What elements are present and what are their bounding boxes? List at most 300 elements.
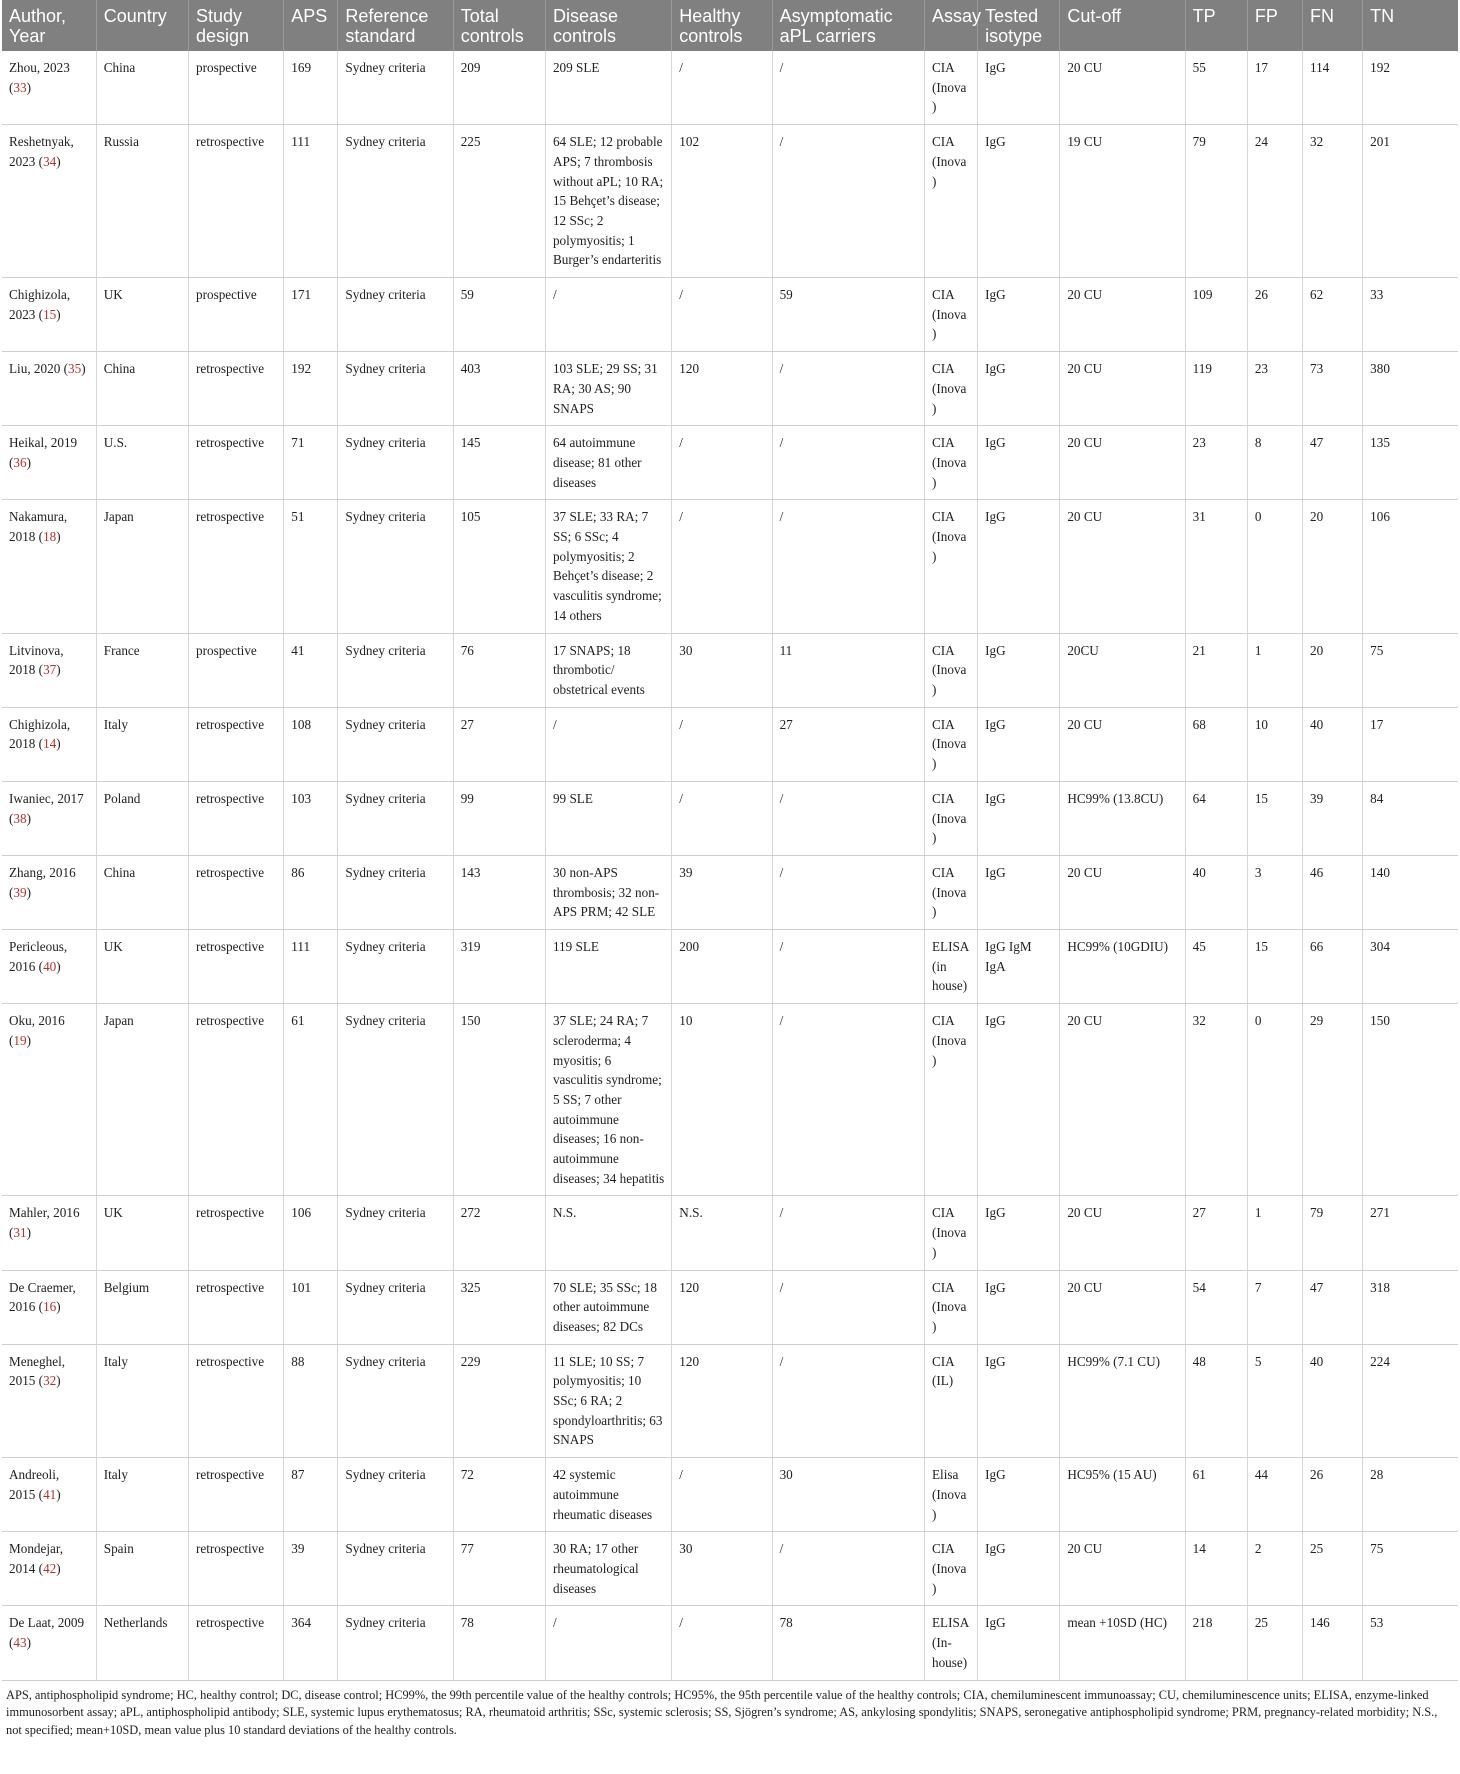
table-row bbox=[2, 1196, 1458, 1270]
author-year-cell: De Craemer, 2016 (16) bbox=[2, 1270, 96, 1344]
reference-link[interactable]: 40 bbox=[43, 958, 57, 974]
fn-cell: 66 bbox=[1302, 930, 1362, 1004]
column-header: Tested isotype bbox=[978, 0, 1060, 51]
isotype-cell: IgG bbox=[978, 1196, 1060, 1270]
total-controls-cell: 77 bbox=[453, 1532, 545, 1606]
column-header: Assay bbox=[924, 0, 977, 51]
cutoff-cell: 20 CU bbox=[1060, 51, 1185, 125]
country-cell: Spain bbox=[96, 1532, 188, 1606]
healthy-controls-cell: 120 bbox=[672, 1344, 772, 1458]
author-year-cell: Litvinova, 2018 (37) bbox=[2, 633, 96, 707]
isotype-cell: IgG bbox=[978, 707, 1060, 781]
country-cell: Netherlands bbox=[96, 1606, 188, 1680]
tn-cell: 28 bbox=[1363, 1458, 1458, 1532]
cutoff-cell: 20 CU bbox=[1060, 500, 1185, 633]
column-header: APS bbox=[284, 0, 338, 51]
table-row bbox=[2, 125, 1458, 278]
study-design-cell: retrospective bbox=[189, 1196, 284, 1270]
reference-link[interactable]: 18 bbox=[43, 529, 57, 545]
aps-count-cell: 39 bbox=[284, 1532, 338, 1606]
publication-year: 2016 bbox=[9, 1299, 36, 1315]
cutoff-cell: HC99% (10GDIU) bbox=[1060, 930, 1185, 1004]
author-year-cell: Pericleous, 2016 (40) bbox=[2, 930, 96, 1004]
table-row bbox=[2, 51, 1458, 125]
aps-count-cell: 88 bbox=[284, 1344, 338, 1458]
publication-year: 2015 bbox=[9, 1486, 36, 1502]
assay-cell: CIA (Inova) bbox=[924, 278, 977, 352]
publication-year: 2018 bbox=[9, 736, 36, 752]
healthy-controls-cell: / bbox=[672, 1458, 772, 1532]
fn-cell: 40 bbox=[1302, 1344, 1362, 1458]
isotype-cell: IgG bbox=[978, 278, 1060, 352]
column-header: Author, Year bbox=[2, 0, 96, 51]
country-cell: Japan bbox=[96, 500, 188, 633]
isotype-cell: IgG bbox=[978, 500, 1060, 633]
study-design-cell: retrospective bbox=[189, 352, 284, 426]
tn-cell: 192 bbox=[1363, 51, 1458, 125]
study-design-cell: prospective bbox=[189, 278, 284, 352]
table-row bbox=[2, 278, 1458, 352]
asymptomatic-carriers-cell: / bbox=[772, 1344, 924, 1458]
publication-year: 2016 bbox=[38, 1013, 65, 1029]
table-row bbox=[2, 1532, 1458, 1606]
reference-standard-cell: Sydney criteria bbox=[338, 51, 453, 125]
assay-cell: CIA (Inova) bbox=[924, 500, 977, 633]
author-name: Andreoli, bbox=[9, 1467, 60, 1483]
reference-link[interactable]: 35 bbox=[68, 361, 82, 377]
country-cell: China bbox=[96, 352, 188, 426]
column-header: Reference standard bbox=[338, 0, 453, 51]
study-design-cell: retrospective bbox=[189, 426, 284, 500]
reference-link[interactable]: 34 bbox=[43, 153, 57, 169]
aps-count-cell: 103 bbox=[284, 781, 338, 855]
country-cell: Italy bbox=[96, 707, 188, 781]
reference-standard-cell: Sydney criteria bbox=[338, 1532, 453, 1606]
aps-count-cell: 192 bbox=[284, 352, 338, 426]
tp-cell: 27 bbox=[1185, 1196, 1247, 1270]
reference-link[interactable]: 32 bbox=[43, 1373, 57, 1389]
reference-standard-cell: Sydney criteria bbox=[338, 1270, 453, 1344]
study-design-cell: retrospective bbox=[189, 707, 284, 781]
total-controls-cell: 76 bbox=[453, 633, 545, 707]
fp-cell: 24 bbox=[1247, 125, 1302, 278]
asymptomatic-carriers-cell: / bbox=[772, 125, 924, 278]
tn-cell: 84 bbox=[1363, 781, 1458, 855]
reference-standard-cell: Sydney criteria bbox=[338, 633, 453, 707]
cutoff-cell: 20 CU bbox=[1060, 707, 1185, 781]
author-year-cell: Nakamura, 2018 (18) bbox=[2, 500, 96, 633]
total-controls-cell: 78 bbox=[453, 1606, 545, 1680]
fn-cell: 20 bbox=[1302, 500, 1362, 633]
aps-count-cell: 61 bbox=[284, 1004, 338, 1196]
author-name: Meneghel, bbox=[9, 1353, 66, 1369]
table-body bbox=[2, 51, 1458, 1680]
fn-cell: 79 bbox=[1302, 1196, 1362, 1270]
disease-controls-cell: / bbox=[545, 1606, 671, 1680]
asymptomatic-carriers-cell: / bbox=[772, 51, 924, 125]
fp-cell: 23 bbox=[1247, 352, 1302, 426]
isotype-cell: IgG bbox=[978, 1344, 1060, 1458]
table-row bbox=[2, 855, 1458, 929]
publication-year: 2009 bbox=[57, 1615, 85, 1631]
healthy-controls-cell: / bbox=[672, 426, 772, 500]
reference-link[interactable]: 33 bbox=[13, 79, 27, 95]
author-year-cell: Zhou, 2023 (33) bbox=[2, 51, 96, 125]
country-cell: Italy bbox=[96, 1458, 188, 1532]
total-controls-cell: 27 bbox=[453, 707, 545, 781]
study-design-cell: retrospective bbox=[189, 855, 284, 929]
study-design-cell: retrospective bbox=[189, 1458, 284, 1532]
assay-cell: CIA (IL) bbox=[924, 1344, 977, 1458]
table-header bbox=[2, 0, 1458, 51]
study-design-cell: retrospective bbox=[189, 781, 284, 855]
reference-link[interactable]: 43 bbox=[13, 1635, 27, 1651]
cutoff-cell: HC99% (13.8CU) bbox=[1060, 781, 1185, 855]
asymptomatic-carriers-cell: 11 bbox=[772, 633, 924, 707]
table-row bbox=[2, 426, 1458, 500]
author-name: De Laat, bbox=[9, 1615, 55, 1631]
author-name: Liu, bbox=[9, 361, 31, 377]
table-row bbox=[2, 1004, 1458, 1196]
tn-cell: 33 bbox=[1363, 278, 1458, 352]
asymptomatic-carriers-cell: / bbox=[772, 1196, 924, 1270]
healthy-controls-cell: / bbox=[672, 1606, 772, 1680]
column-header: Study design bbox=[189, 0, 284, 51]
publication-year: 2023 bbox=[9, 306, 36, 322]
isotype-cell: IgG bbox=[978, 781, 1060, 855]
asymptomatic-carriers-cell: / bbox=[772, 1270, 924, 1344]
isotype-cell: IgG bbox=[978, 352, 1060, 426]
author-year-cell: Mondejar, 2014 (42) bbox=[2, 1532, 96, 1606]
reference-link[interactable]: 19 bbox=[13, 1032, 27, 1048]
tp-cell: 14 bbox=[1185, 1532, 1247, 1606]
healthy-controls-cell: 120 bbox=[672, 1270, 772, 1344]
total-controls-cell: 272 bbox=[453, 1196, 545, 1270]
column-header: Cut-off bbox=[1060, 0, 1185, 51]
study-design-cell: retrospective bbox=[189, 1004, 284, 1196]
isotype-cell: IgG bbox=[978, 51, 1060, 125]
table-row bbox=[2, 352, 1458, 426]
author-name: Nakamura, bbox=[9, 509, 68, 525]
tp-cell: 31 bbox=[1185, 500, 1247, 633]
reference-link[interactable]: 31 bbox=[13, 1225, 27, 1241]
fp-cell: 44 bbox=[1247, 1458, 1302, 1532]
assay-cell: ELISA (in house) bbox=[924, 930, 977, 1004]
tn-cell: 106 bbox=[1363, 500, 1458, 633]
publication-year: 2020 bbox=[33, 361, 61, 377]
publication-year: 2015 bbox=[9, 1373, 36, 1389]
total-controls-cell: 105 bbox=[453, 500, 545, 633]
publication-year: 2023 bbox=[43, 60, 70, 75]
reference-link[interactable]: 36 bbox=[13, 454, 27, 470]
publication-year: 2023 bbox=[9, 153, 36, 169]
reference-standard-cell: Sydney criteria bbox=[338, 930, 453, 1004]
reference-standard-cell: Sydney criteria bbox=[338, 1458, 453, 1532]
tp-cell: 79 bbox=[1185, 125, 1247, 278]
aps-count-cell: 108 bbox=[284, 707, 338, 781]
cutoff-cell: HC99% (7.1 CU) bbox=[1060, 1344, 1185, 1458]
fn-cell: 25 bbox=[1302, 1532, 1362, 1606]
cutoff-cell: 19 CU bbox=[1060, 125, 1185, 278]
isotype-cell: IgG bbox=[978, 125, 1060, 278]
total-controls-cell: 143 bbox=[453, 855, 545, 929]
disease-controls-cell: / bbox=[545, 278, 671, 352]
reference-link[interactable]: 38 bbox=[13, 810, 27, 826]
cutoff-cell: 20 CU bbox=[1060, 1532, 1185, 1606]
study-design-cell: retrospective bbox=[189, 125, 284, 278]
tn-cell: 135 bbox=[1363, 426, 1458, 500]
tn-cell: 304 bbox=[1363, 930, 1458, 1004]
author-name: Litvinova, bbox=[9, 642, 64, 658]
tn-cell: 224 bbox=[1363, 1344, 1458, 1458]
reference-link[interactable]: 41 bbox=[43, 1486, 57, 1502]
total-controls-cell: 319 bbox=[453, 930, 545, 1004]
fn-cell: 26 bbox=[1302, 1458, 1362, 1532]
disease-controls-cell: 37 SLE; 24 RA; 7 scleroderma; 4 myositis; 6 vasculitis syndrome; 5 SS; 7 other autoimmune diseases; 16 non-autoimmune diseases; 34 hepatitis bbox=[545, 1004, 671, 1196]
total-controls-cell: 72 bbox=[453, 1458, 545, 1532]
asymptomatic-carriers-cell: 27 bbox=[772, 707, 924, 781]
publication-year: 2016 bbox=[9, 958, 36, 974]
aps-count-cell: 101 bbox=[284, 1270, 338, 1344]
fp-cell: 1 bbox=[1247, 1196, 1302, 1270]
author-name: Pericleous, bbox=[9, 939, 68, 955]
fn-cell: 73 bbox=[1302, 352, 1362, 426]
author-year-cell: Chighizola, 2023 (15) bbox=[2, 278, 96, 352]
asymptomatic-carriers-cell: / bbox=[772, 1532, 924, 1606]
disease-controls-cell: N.S. bbox=[545, 1196, 671, 1270]
assay-cell: CIA (Inova) bbox=[924, 1532, 977, 1606]
healthy-controls-cell: / bbox=[672, 781, 772, 855]
assay-cell: CIA (Inova) bbox=[924, 51, 977, 125]
study-design-cell: retrospective bbox=[189, 1270, 284, 1344]
asymptomatic-carriers-cell: 59 bbox=[772, 278, 924, 352]
assay-cell: CIA (Inova) bbox=[924, 125, 977, 278]
author-year-cell: De Laat, 2009 (43) bbox=[2, 1606, 96, 1680]
tn-cell: 150 bbox=[1363, 1004, 1458, 1196]
tp-cell: 48 bbox=[1185, 1344, 1247, 1458]
table-row bbox=[2, 1606, 1458, 1680]
author-name: Zhou, bbox=[9, 60, 41, 75]
tp-cell: 64 bbox=[1185, 781, 1247, 855]
fp-cell: 25 bbox=[1247, 1606, 1302, 1680]
healthy-controls-cell: N.S. bbox=[672, 1196, 772, 1270]
author-name: Reshetnyak, bbox=[9, 134, 74, 150]
isotype-cell: IgG bbox=[978, 1532, 1060, 1606]
column-header: Total controls bbox=[453, 0, 545, 51]
cutoff-cell: 20CU bbox=[1060, 633, 1185, 707]
fn-cell: 114 bbox=[1302, 51, 1362, 125]
cutoff-cell: 20 CU bbox=[1060, 1270, 1185, 1344]
disease-controls-cell: 103 SLE; 29 SS; 31 RA; 30 AS; 90 SNAPS bbox=[545, 352, 671, 426]
fn-cell: 20 bbox=[1302, 633, 1362, 707]
country-cell: Belgium bbox=[96, 1270, 188, 1344]
cutoff-cell: 20 CU bbox=[1060, 278, 1185, 352]
reference-standard-cell: Sydney criteria bbox=[338, 500, 453, 633]
total-controls-cell: 150 bbox=[453, 1004, 545, 1196]
isotype-cell: IgG bbox=[978, 426, 1060, 500]
fp-cell: 3 bbox=[1247, 855, 1302, 929]
reference-link[interactable]: 42 bbox=[43, 1561, 57, 1576]
study-design-cell: prospective bbox=[189, 51, 284, 125]
country-cell: China bbox=[96, 51, 188, 125]
reference-link[interactable]: 16 bbox=[43, 1299, 57, 1315]
table-row bbox=[2, 707, 1458, 781]
study-design-cell: retrospective bbox=[189, 500, 284, 633]
reference-link[interactable]: 15 bbox=[43, 306, 57, 322]
cutoff-cell: 20 CU bbox=[1060, 855, 1185, 929]
author-name: Mondejar, bbox=[9, 1541, 64, 1557]
isotype-cell: IgG bbox=[978, 1458, 1060, 1532]
tp-cell: 218 bbox=[1185, 1606, 1247, 1680]
column-header: Asymptomatic aPL carriers bbox=[772, 0, 924, 51]
tp-cell: 40 bbox=[1185, 855, 1247, 929]
author-name: De Craemer, bbox=[9, 1279, 76, 1295]
aps-count-cell: 169 bbox=[284, 51, 338, 125]
aps-count-cell: 41 bbox=[284, 633, 338, 707]
aps-count-cell: 171 bbox=[284, 278, 338, 352]
assay-cell: CIA (Inova) bbox=[924, 426, 977, 500]
fn-cell: 47 bbox=[1302, 426, 1362, 500]
column-header: FP bbox=[1247, 0, 1302, 51]
reference-link[interactable]: 14 bbox=[43, 736, 57, 752]
isotype-cell: IgG bbox=[978, 1270, 1060, 1344]
tp-cell: 55 bbox=[1185, 51, 1247, 125]
author-year-cell: Iwaniec, 2017 (38) bbox=[2, 781, 96, 855]
disease-controls-cell: 64 SLE; 12 probable APS; 7 thrombosis without aPL; 10 RA; 15 Behçet’s disease; 12 SSc; 2 polymyositis; 1 Burger’s endarteritis bbox=[545, 125, 671, 278]
fn-cell: 40 bbox=[1302, 707, 1362, 781]
column-header: Healthy controls bbox=[672, 0, 772, 51]
disease-controls-cell: 17 SNAPS; 18 thrombotic/ obstetrical events bbox=[545, 633, 671, 707]
asymptomatic-carriers-cell: / bbox=[772, 781, 924, 855]
disease-controls-cell: / bbox=[545, 707, 671, 781]
cutoff-cell: 20 CU bbox=[1060, 1196, 1185, 1270]
asymptomatic-carriers-cell: 78 bbox=[772, 1606, 924, 1680]
assay-cell: CIA (Inova) bbox=[924, 1270, 977, 1344]
disease-controls-cell: 209 SLE bbox=[545, 51, 671, 125]
country-cell: Japan bbox=[96, 1004, 188, 1196]
reference-standard-cell: Sydney criteria bbox=[338, 707, 453, 781]
assay-cell: CIA (Inova) bbox=[924, 633, 977, 707]
tp-cell: 23 bbox=[1185, 426, 1247, 500]
disease-controls-cell: 64 autoimmune disease; 81 other diseases bbox=[545, 426, 671, 500]
reference-link[interactable]: 37 bbox=[43, 662, 57, 678]
fp-cell: 15 bbox=[1247, 781, 1302, 855]
disease-controls-cell: 99 SLE bbox=[545, 781, 671, 855]
aps-count-cell: 364 bbox=[284, 1606, 338, 1680]
study-design-cell: retrospective bbox=[189, 1606, 284, 1680]
country-cell: Russia bbox=[96, 125, 188, 278]
author-year-cell: Mahler, 2016 (31) bbox=[2, 1196, 96, 1270]
study-design-cell: retrospective bbox=[189, 1344, 284, 1458]
reference-standard-cell: Sydney criteria bbox=[338, 426, 453, 500]
publication-year: 2014 bbox=[9, 1561, 36, 1576]
fn-cell: 29 bbox=[1302, 1004, 1362, 1196]
study-table-container bbox=[2, 0, 1458, 1739]
tn-cell: 53 bbox=[1363, 1606, 1458, 1680]
aps-count-cell: 71 bbox=[284, 426, 338, 500]
tn-cell: 380 bbox=[1363, 352, 1458, 426]
reference-standard-cell: Sydney criteria bbox=[338, 781, 453, 855]
reference-link[interactable]: 39 bbox=[13, 884, 27, 900]
author-name: Mahler, bbox=[9, 1205, 50, 1221]
total-controls-cell: 59 bbox=[453, 278, 545, 352]
cutoff-cell: HC95% (15 AU) bbox=[1060, 1458, 1185, 1532]
healthy-controls-cell: 102 bbox=[672, 125, 772, 278]
isotype-cell: IgG bbox=[978, 633, 1060, 707]
country-cell: France bbox=[96, 633, 188, 707]
country-cell: China bbox=[96, 855, 188, 929]
tp-cell: 21 bbox=[1185, 633, 1247, 707]
table-row bbox=[2, 1270, 1458, 1344]
table-row bbox=[2, 633, 1458, 707]
study-design-cell: prospective bbox=[189, 633, 284, 707]
country-cell: Italy bbox=[96, 1344, 188, 1458]
isotype-cell: IgG bbox=[978, 1606, 1060, 1680]
publication-year: 2019 bbox=[50, 435, 78, 451]
fp-cell: 26 bbox=[1247, 278, 1302, 352]
fp-cell: 0 bbox=[1247, 500, 1302, 633]
tp-cell: 54 bbox=[1185, 1270, 1247, 1344]
fn-cell: 47 bbox=[1302, 1270, 1362, 1344]
healthy-controls-cell: / bbox=[672, 707, 772, 781]
study-design-cell: retrospective bbox=[189, 930, 284, 1004]
country-cell: Poland bbox=[96, 781, 188, 855]
disease-controls-cell: 11 SLE; 10 SS; 7 polymyositis; 10 SSc; 6 RA; 2 spondyloarthritis; 63 SNAPS bbox=[545, 1344, 671, 1458]
healthy-controls-cell: 120 bbox=[672, 352, 772, 426]
table-row bbox=[2, 500, 1458, 633]
table-row bbox=[2, 781, 1458, 855]
author-name: Chighizola, bbox=[9, 287, 71, 303]
country-cell: UK bbox=[96, 930, 188, 1004]
fp-cell: 15 bbox=[1247, 930, 1302, 1004]
assay-cell: Elisa (Inova) bbox=[924, 1458, 977, 1532]
table-row bbox=[2, 930, 1458, 1004]
cutoff-cell: 20 CU bbox=[1060, 1004, 1185, 1196]
tn-cell: 140 bbox=[1363, 855, 1458, 929]
disease-controls-cell: 42 systemic autoimmune rheumatic diseases bbox=[545, 1458, 671, 1532]
tp-cell: 32 bbox=[1185, 1004, 1247, 1196]
author-name: Zhang, bbox=[9, 864, 46, 880]
author-name: Chighizola, bbox=[9, 716, 71, 732]
total-controls-cell: 403 bbox=[453, 352, 545, 426]
column-header: Disease controls bbox=[545, 0, 671, 51]
isotype-cell: IgG bbox=[978, 855, 1060, 929]
aps-count-cell: 86 bbox=[284, 855, 338, 929]
tp-cell: 68 bbox=[1185, 707, 1247, 781]
author-name: Iwaniec, bbox=[9, 790, 55, 806]
fn-cell: 32 bbox=[1302, 125, 1362, 278]
tn-cell: 201 bbox=[1363, 125, 1458, 278]
disease-controls-cell: 70 SLE; 35 SSc; 18 other autoimmune diseases; 82 DCs bbox=[545, 1270, 671, 1344]
publication-year: 2016 bbox=[53, 1205, 80, 1221]
tn-cell: 75 bbox=[1363, 1532, 1458, 1606]
tp-cell: 119 bbox=[1185, 352, 1247, 426]
fp-cell: 17 bbox=[1247, 51, 1302, 125]
author-year-cell: Oku, 2016 (19) bbox=[2, 1004, 96, 1196]
author-year-cell: Liu, 2020 (35) bbox=[2, 352, 96, 426]
disease-controls-cell: 30 non-APS thrombosis; 32 non-APS PRM; 42 SLE bbox=[545, 855, 671, 929]
aps-count-cell: 87 bbox=[284, 1458, 338, 1532]
reference-standard-cell: Sydney criteria bbox=[338, 1606, 453, 1680]
asymptomatic-carriers-cell: 30 bbox=[772, 1458, 924, 1532]
total-controls-cell: 209 bbox=[453, 51, 545, 125]
fn-cell: 39 bbox=[1302, 781, 1362, 855]
table-row bbox=[2, 1344, 1458, 1458]
asymptomatic-carriers-cell: / bbox=[772, 1004, 924, 1196]
author-name: Oku, bbox=[9, 1013, 36, 1029]
aps-count-cell: 51 bbox=[284, 500, 338, 633]
aps-count-cell: 106 bbox=[284, 1196, 338, 1270]
